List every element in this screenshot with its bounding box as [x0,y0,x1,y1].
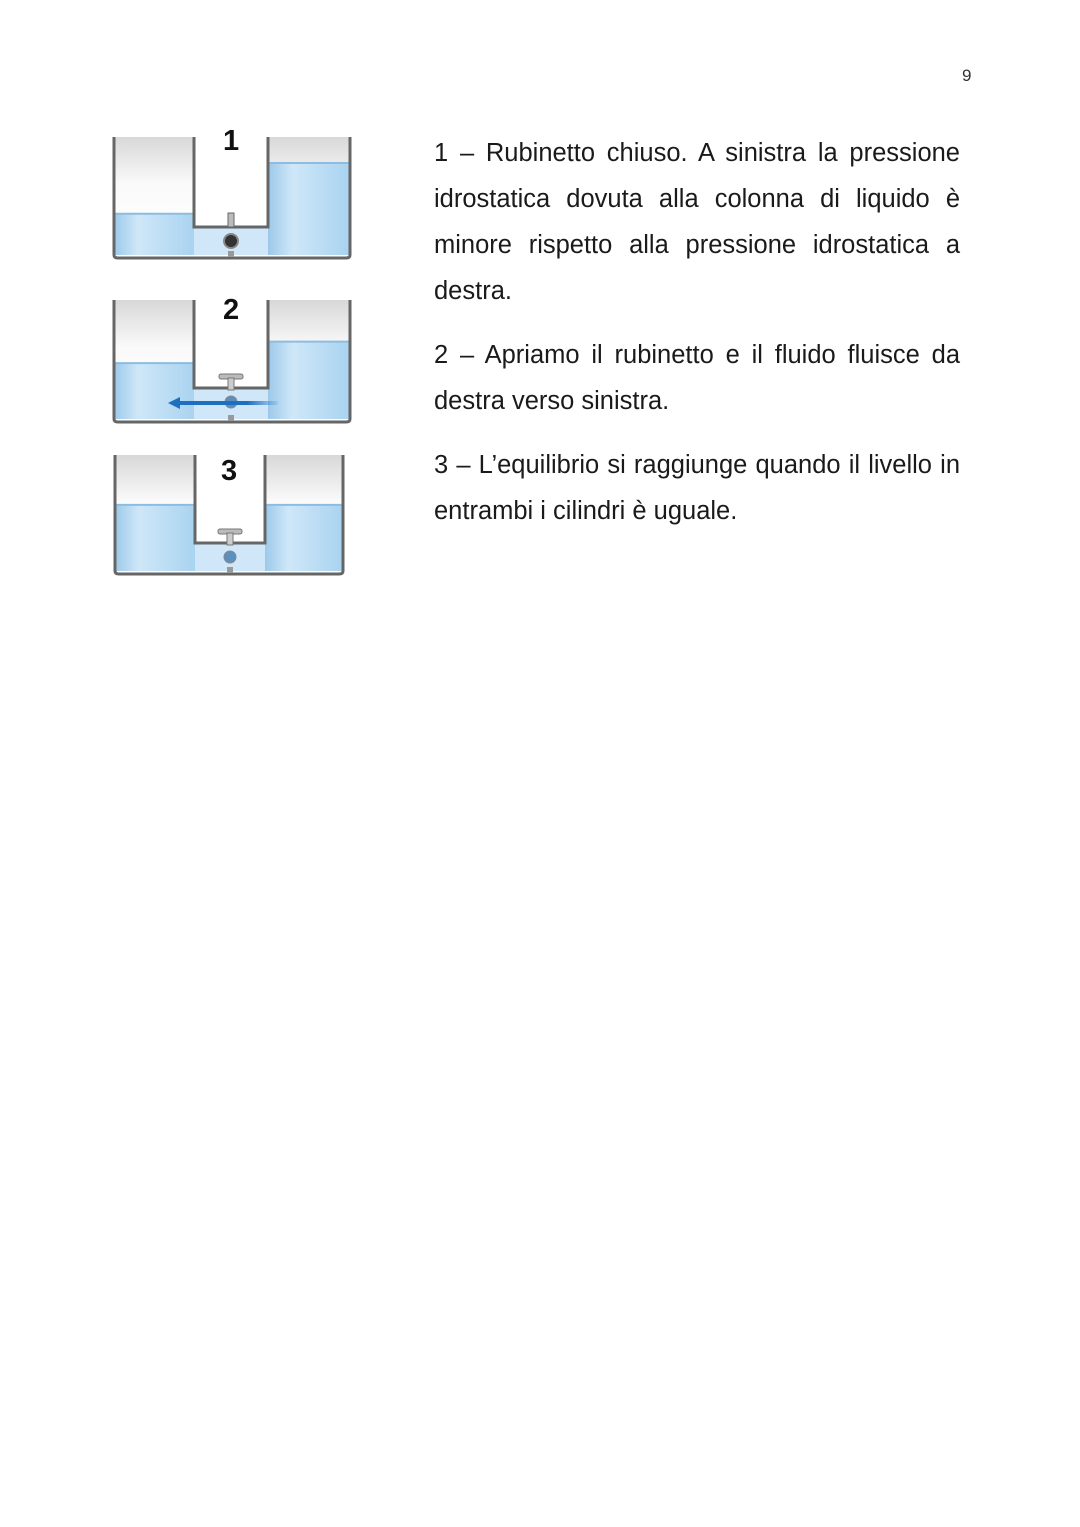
right-water [268,342,350,419]
paragraph-step-1: 1 – Rubinetto chiuso. A sinistra la pressione idrostatica dovuta alla colonna di liquido è minore rispetto alla pressione idrostatica a destra. [434,139,960,305]
vessel-diagram-3 [110,447,350,577]
paragraph-step-2: 2 – Apriamo il rubinetto e il fluido fluisce da destra verso sinistra. [434,341,960,415]
figure-label: 3 [221,455,238,487]
left-water [114,363,194,419]
left-water [115,505,195,571]
paragraph-step-3: 3 – L’equilibrio si raggiunge quando il livello in entrambi i cilindri è uguale. [434,451,960,525]
left-water [114,214,194,255]
explanation-text [434,130,960,552]
right-water [268,163,350,255]
figure-label: 2 [223,294,240,326]
figure-label: 1 [223,125,240,157]
right-water [265,505,343,571]
vessel-diagram-2 [110,292,355,425]
page-number: 9 [962,66,972,85]
vessel-diagram-1 [110,125,355,261]
